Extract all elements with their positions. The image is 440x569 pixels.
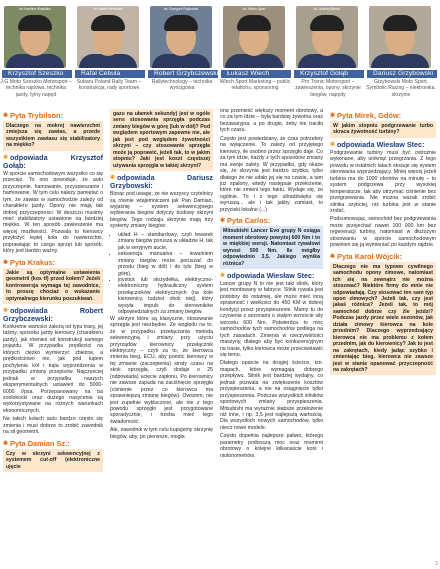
- expert-photo: [223, 6, 285, 68]
- answer-text: Dlatego oparcie na drugiej ścieżce, tzn. mapach, które wymagają dobrego przepływu. Silnik jest bardziej wydajny, co jednak pozwala na zwiększenie kosztów przyspieszenia, a nie na osiągnięcie tylko przyspieszenia. Podczas wszystkich silników sportowych zmiany przyspieszenia. Mitsubishi ma wyraźnie słabsze przełożenie niż inne, i np. 3,5 jest najlepszą wartością. Dla wszystkich nowych samochodów, tylko nieco nowe modele.: [220, 360, 323, 431]
- star-icon: ✱: [330, 141, 336, 148]
- answer-text: W sporcie samochodowym wszystko co się przecięż. To ono powoduje, że auto przyczepnie, hamowanie, przyspieszanie i hamowanie. W tym celu należy pamiętać o tym, że zawias w samochodzie zależy od charakteru jazdy. Opony nie mają tak dobrej przyczepności. W deszczu musimy mieć stabilizatory ustawione na bardziej miękko. W ten sposób zawieszenie ma więcej możliwości. Pozwala to kierowcy przyłożyć lepiej koła do nawierzchni, poprawiając to czego sprzęt lub sposób, który jest bardzo ważny.: [3, 170, 103, 255]
- portrait-body: [79, 54, 137, 68]
- question-text: Czy w skrzyni sekwencyjnej z systemem cut-off (elektroniczne ujęcie: [6, 450, 100, 470]
- answer-text: Często jest powiedziany, że czas potrzebny na wyłączenie. To zależy od przyjętego kierowcy, ile osobno przez sprzęgło daje. Co za tym idzie, każdy z tych sposobów zmiany ma swoje zalety. W przypadku, gdy okaże się, że skrzynia jest bardzo szybka, tylko dlatego że nie udało jej się na czasie, a tam już spalony, wtedy następuje przełożenie, które nie zmieni tego faktu. Wydaje się, że ogólnie. To i z tego ultradźwięku się wyruszą... ale i tak jakby zamiast, to przyciski lokalne (...): [220, 135, 323, 213]
- photo-credit: fot. Marek Pietrowski: [93, 7, 123, 11]
- photo-credit: fot. Andrzej Bieńko: [313, 7, 341, 11]
- portrait-image: [4, 6, 66, 68]
- expert-role: Subaru Poland Rally Team – konstrukcja, rady sportowe: [76, 79, 142, 92]
- question-heading: ✱ Pyta Karol Wójcik:: [330, 251, 402, 261]
- star-icon: ✱: [3, 154, 9, 161]
- star-icon: ✱: [3, 113, 9, 119]
- answer-text: Na takich kołach auto bardzo często się zmienia i musi dobrze to zrobić zawodnik na sił geometrii.: [3, 416, 103, 436]
- star-icon: ✱: [220, 272, 226, 279]
- answer-heading: ✱ odpowiada Wiesław Stec:: [220, 270, 315, 280]
- question-text: gazu na ułamek sekundy) jest w ogóle sens stosowania sprzęgła podczas zmiany biegów w górę (lub w dół)? Pod względem sportowym zapewne nie, ale jak jest pod względem żywotności skrzyni – czy stosowanie sprzęgła może ją poprawić, jeżeli tak, to w jakim stopniu? Jaki jest koszt częstszej używania sprzęgła w takiej skrzyni?: [113, 111, 210, 169]
- answer-heading: ✱ odpowiada Wiesław Stec:: [330, 139, 425, 149]
- list-item: • układ H – standardowy, czyli lewarek zmiany biegów porusza w układzie H, tak jak w seryjnym aucie,: [118, 232, 213, 251]
- expert-role: Wiech Sport Marketing – public relations, sponsoring: [219, 79, 291, 92]
- column-2: [110, 108, 213, 442]
- expert-name: Łukasz Wiech: [221, 70, 291, 78]
- photo-credit: fot. Grzegorz Piątkowski: [163, 7, 199, 11]
- question-box: [220, 226, 323, 269]
- question-text: Dlaczego na mokrej nawierzchni zmiejsza się zawias, a przede wszystkiem zawiasu się stabilizatory na miękko?: [6, 123, 100, 149]
- portrait-body: [298, 54, 356, 68]
- expert-photo: [296, 6, 358, 68]
- expert-name: Robert Grzybczewski: [148, 70, 218, 78]
- question-heading: ✱ Pyta Carlos:: [220, 216, 271, 226]
- answer-text: Konkretne wartości zależą od typu trasy, jej taśmy, sposobu jazdy kierowcy (charakteru jazdy), jak również od konstrukcji samego pojazdu. W przypadku prędkości na których ciężko wymierzyć zbieżne, a prędkościowo nie, jak pod kątem pochylenia kół i kąta wyprzedzenia w przypadku zmiany przepisów. Najczęściej jednak w przypadku naszych eksperymentalnych ustawień do 5000-6000 l/psa. Porzepanowany na ba zoolokocki oraz dużego nasycenia są wykorzystywane na różnych warunkach ekonomicznych.: [3, 323, 103, 414]
- expert-photo: [4, 6, 66, 68]
- expert-photo: [77, 6, 139, 68]
- star-icon: ✱: [220, 218, 226, 225]
- portrait-body: [152, 54, 210, 68]
- question-heading: ✱ Pyta Krakus:: [3, 257, 56, 267]
- list-item: • sekwencja manualna – lewarkiem zmiany biegów może poruszać do przodu (bieg w dół) i do tyłu (bieg w górę),: [118, 251, 213, 277]
- portrait-hair: [164, 15, 198, 31]
- experts-header: [0, 0, 440, 108]
- portrait-image: [223, 6, 285, 68]
- question-text: Jakie są optymalne ustawienia geometrii (kos tf) przed kołem? Jeżeli kontrowersja wymaga tej zawodnice, to proszę chociaż o wskazanie optymalnego kierunku poszukiwań.: [6, 269, 100, 302]
- portrait-hair: [18, 15, 52, 31]
- answer-text: Podsumowując, samochód bez podgrzewania może przejechać nawet 100 000 km bez regeneracji turbiny, natomiast w dłuższym stosowaniu w sporcie samochodowym powinien się ją wymieniać po każdym rajdzie.: [330, 216, 436, 249]
- answer-text: Często dopełnia najlepsze paliwo, którego parametry podnoszą moc oraz moment obrotowy o kolejne kilkanaście koni i niutonometrów.: [220, 433, 323, 459]
- portrait-body: [225, 54, 283, 68]
- expert-role: Rallytechnology – technika wyścigowa: [151, 79, 213, 92]
- expert-name: Krzysztof Gołąb: [294, 70, 364, 78]
- star-icon: ✱: [3, 440, 9, 447]
- question-box: [330, 121, 436, 138]
- portrait-hair: [91, 15, 125, 31]
- portrait-image: [77, 6, 139, 68]
- answer-heading: ✱ odpowiada Krzysztof Gołąb:: [3, 152, 103, 170]
- answer-text: W skrzyni które są klasyczne, stosowanie sprzęgła jest niezbędne. Ze względu na to, że w przypadku przełączania metodą sekwencyjną i zmiany przy użyciu przyrządów kierownicy przełącznik elektryczny – czyli za to, że kierowca zmienia bieg, ECU, aby pomóc kierowcy w tej zmianie (zaczepienia) straty czasu na skok sprzęgła, czyli dodaje o 25 (odpowiada) ucięcie zapłonu. Po kierownicy nie zawsze zapada na zaciśnięcie sprzęgła (ciśnienie przez co kierowca ma sprawniejszą zmianę biegów). Owszem, nie jest zupełnie wykluczone, ale nie z tego powodu sprzęgło jest przygotowane sporadycznie, i trzeba mieć tego świadomość.: [110, 315, 213, 425]
- answer-heading: ✱ odpowiada Dariusz Grzybowski:: [110, 173, 213, 191]
- portrait-body: [371, 54, 429, 68]
- gear-systems-list: [110, 232, 213, 316]
- portrait-image: [150, 6, 212, 68]
- portrait-image: [296, 6, 358, 68]
- answer-text: Lancer grupy N to nie jest taki silnik, który jest montowany w fabryce. Silnik rywala jest podobny do ostatniej, ale może mieć inną sprawność i wielkości do 450 KM w dobrej kondycji przez przyspieszenie. Mamy tu do czynienia z sezonami o stałym wzroście siły wzrostu 600 Nm. Potwierdza to moc samochodów tych samochodów podlega na tych zasadach. Zmienia w rzeczywistości maszyny, dlatego aby być konkurencyjnym na trasie, tylko kierowca może przeciwstawić się temu.: [220, 280, 323, 358]
- column-4: [330, 108, 436, 378]
- expert-photo: [369, 6, 431, 68]
- question-box: [3, 121, 103, 151]
- question-text: W jakim stopniu podgrzewanie turbo skraca żywotność turbiny?: [333, 123, 433, 136]
- expert-photo: [150, 6, 212, 68]
- star-icon: ✱: [3, 259, 9, 266]
- list-item: • joystick lub skrzydełka, elektryczno-elektroniczny hydrauliczny system przełączników elektrycznych (na kole kierownicy, tudzież obok niej), który wysyła impuls do sterowników odpowiedzialnych za zmiany biegów.: [118, 277, 213, 316]
- expert-name: Rafał Cebula: [75, 70, 145, 78]
- question-text: Mitsubishi Lancer Evo grupy N osiąga moment obrotowy powyżej 600 Nm i to w miękkiej wersji. Natomiast rywalowi wynosi 500 Nm. Ile mógłby odpowiednio 3,5. Jakiego wynika różnica?: [223, 228, 320, 267]
- column-1: [3, 108, 103, 475]
- expert-role: Pro Trenic Motorsport – zawieszenia, opony, skrzynie biegów, napędy: [295, 79, 361, 98]
- portrait-hair: [383, 15, 417, 31]
- star-icon: ✱: [110, 175, 116, 182]
- star-icon: ✱: [330, 113, 336, 119]
- expert-role: Grzybowski Moto Sport, Symbolic Racing – elektronika, skrzynie: [366, 79, 436, 98]
- star-icon: ✱: [330, 253, 336, 260]
- question-box: [3, 268, 103, 304]
- page-number: 2: [435, 561, 438, 567]
- question-heading: ✱ Pyta Trybilson:: [3, 111, 64, 120]
- star-icon: ✱: [3, 307, 9, 314]
- expert-role: J-G Moto Szeszko Motorsport – technika rajdowa, technika jazdy, tylny napęd: [0, 79, 72, 98]
- photo-credit: fot. Karolina Wołodźko: [19, 7, 51, 11]
- portrait-hair: [310, 15, 344, 31]
- question-box: [110, 109, 213, 171]
- portrait-hair: [237, 15, 271, 31]
- answer-text: Ale, zawodnik w tym celu kupujemy skrzynię biegów, aby, po pierwsze, mogła: [110, 427, 213, 440]
- question-heading: ✱ Pyta Mirek, Gdów:: [330, 111, 402, 120]
- question-box: [3, 449, 103, 472]
- portrait-image: [369, 6, 431, 68]
- portrait-body: [6, 54, 64, 68]
- answer-text: Podgrzewanie turbiny musi być ostrożnie wykonane, aby uniknąć przegrzania. Z tego powodu w ostatnich latach stosuje się system sterowania wyprzedzający. Mniej więcej jeżeli turbina ma do 1000 obrotów na minutę – to system podgrzewa przy wysokiej temperaturze, tak aby utrzymać ciśnienie bez przegrzewania. Nie można wszak zrobić silnika szybciej, niż turbina jest w stanie zrobić.: [330, 149, 436, 214]
- column-3: [220, 108, 323, 461]
- question-text: Dlaczego nie ma typowo cywilnego samochodu opony zimowe, natomiast ich się na zewnątrz nie można stosować? Niektóre firmy do mnie nie odpowiadają. Czy stosować ten sam typ opon zimowych? Jeżeli tak, czy jest jakaś różnica? Jeżeli tak, to mój samochód dobrze czy źle jeździ? Podczas jazdy przez wiele sezonów, jak działa zimowy kierowca na kole przednim? Dlaczego wyprzedzający kierowca nie ma problemu z kołem przednim, jak do kierownicy? Jak to jest na zakrętach, kiedy jadąc szybko i zmieniając bieg, kierowca nie zawsze jest w stanie opanować przyczepność na zakrętach?: [333, 263, 433, 373]
- question-heading: ✱ Pyta Damian Sz.:: [3, 438, 70, 448]
- photo-credit: fot. Wiech Sport: [242, 7, 266, 11]
- question-box: [330, 262, 436, 376]
- answer-text: ona przenieść większy moment obrotowy, a co za tym idzie – była bardziej żywotna oraz bezawaryjna, a po drugie, żeby nie traciło tych czasu.: [220, 108, 323, 134]
- answer-heading: ✱ odpowiada Robert Grzybczewski:: [3, 305, 103, 323]
- answer-text: Biorąc pod uwagę, że nie wszyscy czytelnicy są równie wtajemniczeni jak Pan Damian, wyjaśnię – system sekwencyjnego wybierania biegów dotyczy budowy skrzyni biegów. Tego rodzaju skrzynie mają trzy systemy zmiany biegów:: [110, 191, 213, 230]
- expert-name: Dariusz Grzybowski: [367, 70, 437, 78]
- expert-name: Krzysztof Szeszko: [2, 70, 72, 78]
